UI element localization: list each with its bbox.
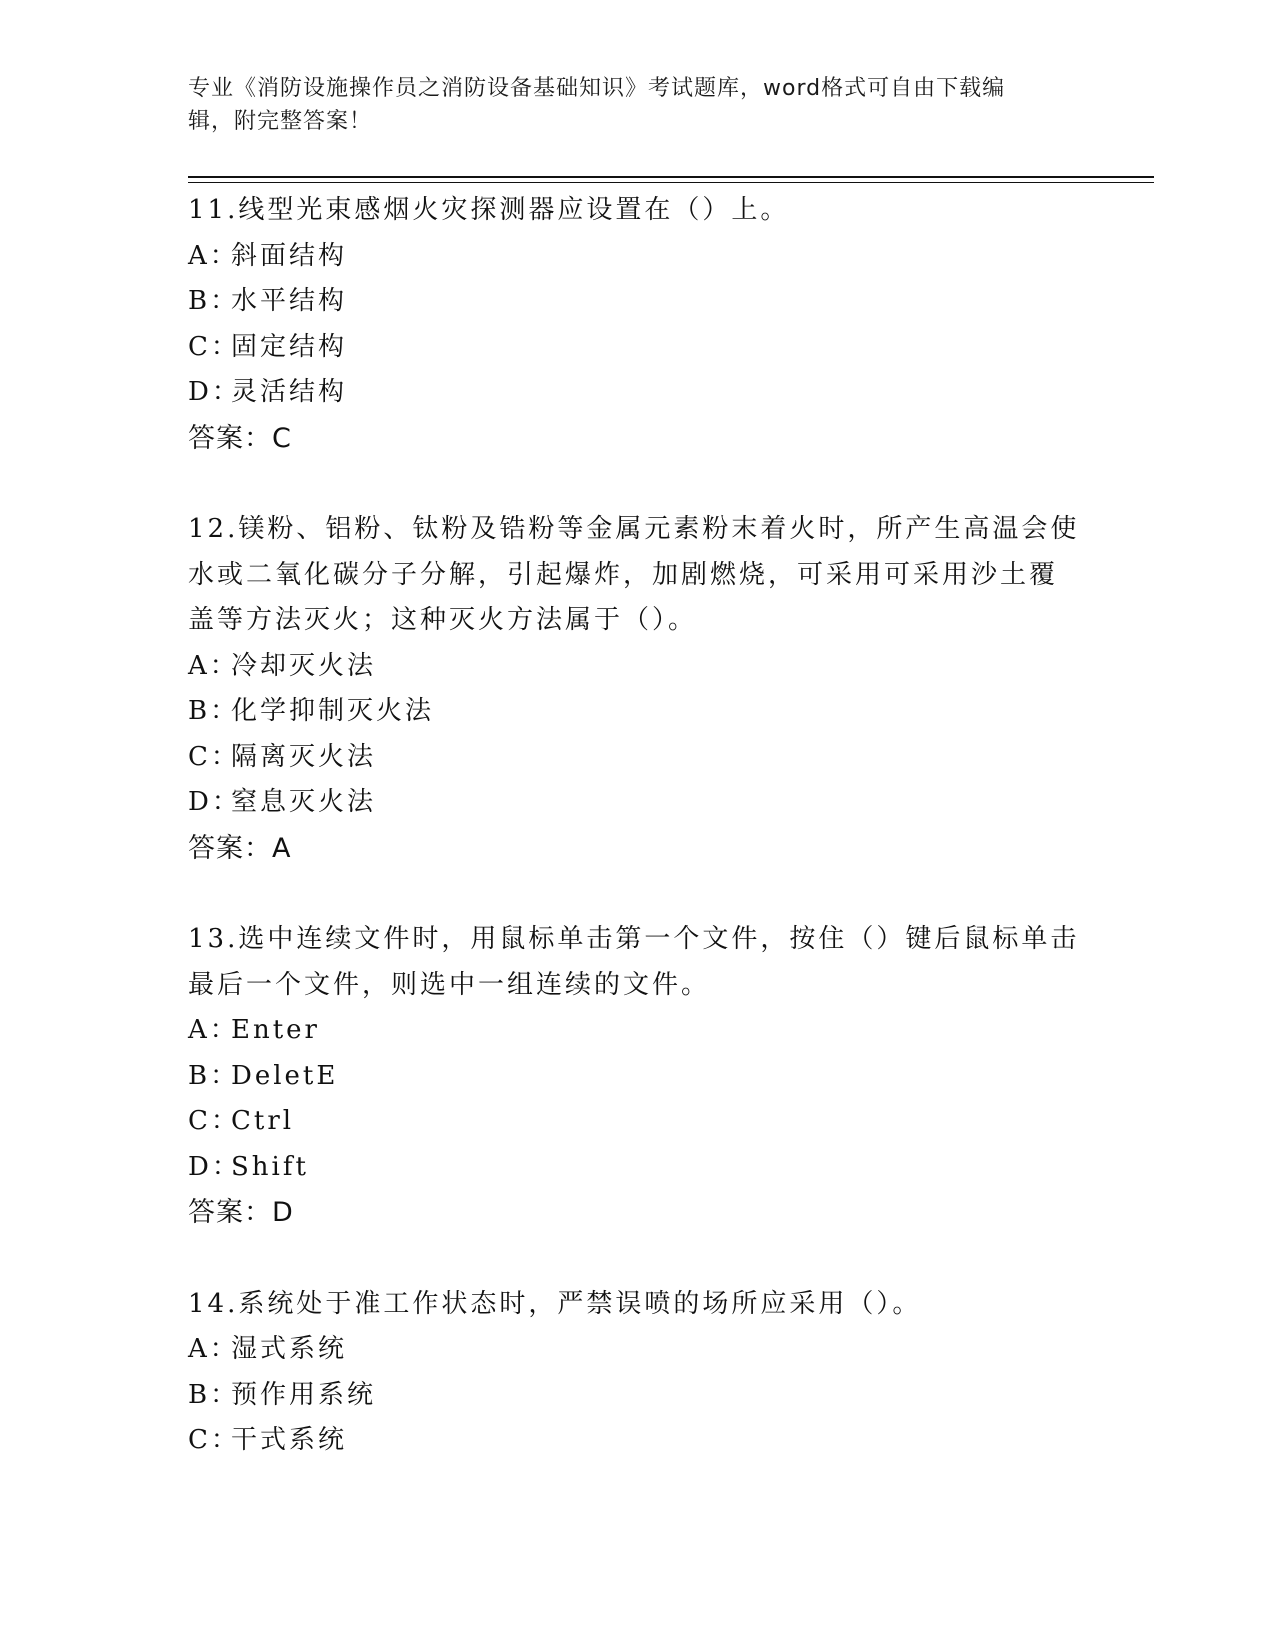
- option-text: 隔离灭火法: [231, 741, 377, 772]
- option-text: 水平结构: [231, 286, 348, 316]
- question-spacer: [188, 871, 1088, 917]
- option-b: [188, 1054, 1088, 1100]
- document-header: [188, 72, 1088, 138]
- header-divider-thick: [188, 176, 1154, 178]
- option-text: Enter: [231, 1015, 320, 1045]
- option-key: B：: [188, 1379, 240, 1410]
- option-c: [188, 735, 1088, 781]
- option-d: [188, 370, 1088, 416]
- option-d: [188, 780, 1088, 826]
- question-text: 最后一个文件，则选中一组连续的文件。: [188, 969, 711, 1000]
- option-key: D：: [188, 787, 241, 817]
- option-b: [188, 689, 1088, 735]
- question-text: 11.线型光束感烟火灾探测器应设置在（）上。: [188, 195, 790, 225]
- answer: 答案：C: [188, 422, 292, 454]
- question-text: 盖等方法灭火；这种灭火方法属于（）。: [188, 605, 698, 635]
- option-key: A：: [188, 1015, 239, 1045]
- question-13: [188, 917, 1088, 1236]
- option-key: B：: [188, 696, 240, 726]
- option-text: Ctrl: [231, 1106, 295, 1136]
- option-key: C：: [188, 741, 240, 772]
- question-text: 14.系统处于准工作状态时，严禁误喷的场所应采用（）。: [188, 1288, 922, 1319]
- option-text: 固定结构: [231, 331, 348, 362]
- option-d: [188, 1145, 1088, 1191]
- option-text: 干式系统: [231, 1425, 348, 1455]
- option-key: A：: [188, 1334, 239, 1364]
- option-text: 冷却灭火法: [231, 650, 377, 681]
- question-spacer: [188, 461, 1088, 507]
- option-text: 灵活结构: [231, 377, 348, 407]
- option-a: [188, 644, 1088, 690]
- option-key: D：: [188, 1151, 241, 1182]
- header-line-1: 专业《消防设施操作员之消防设备基础知识》考试题库，word格式可自由下载编: [188, 76, 1006, 101]
- option-text: DeletE: [231, 1060, 339, 1091]
- option-a: [188, 234, 1088, 280]
- option-key: C：: [188, 331, 240, 362]
- question-14: [188, 1282, 1088, 1464]
- option-key: A：: [188, 240, 239, 271]
- option-text: 窒息灭火法: [231, 787, 377, 817]
- option-key: C：: [188, 1106, 240, 1136]
- question-12: [188, 507, 1088, 871]
- option-a: [188, 1008, 1088, 1054]
- question-11: [188, 188, 1088, 461]
- question-list: [188, 188, 1088, 1464]
- option-text: 预作用系统: [231, 1379, 377, 1410]
- option-text: Shift: [231, 1151, 309, 1182]
- option-key: A：: [188, 650, 239, 681]
- question-text: 12.镁粉、铝粉、钛粉及锆粉等金属元素粉末着火时，所产生高温会使: [188, 514, 1080, 544]
- option-text: 斜面结构: [231, 240, 348, 271]
- header-divider-thin: [188, 182, 1154, 183]
- option-key: B：: [188, 286, 240, 316]
- question-text: 13.选中连续文件时，用鼠标单击第一个文件，按住（）键后鼠标单击: [188, 924, 1080, 954]
- option-text: 化学抑制灭火法: [231, 696, 435, 726]
- question-text: 水或二氧化碳分子分解，引起爆炸，加剧燃烧，可采用可采用沙土覆: [188, 559, 1059, 590]
- option-text: 湿式系统: [231, 1334, 348, 1364]
- option-c: [188, 1099, 1088, 1145]
- answer: 答案：A: [188, 832, 292, 864]
- option-key: C：: [188, 1425, 240, 1455]
- answer: 答案：D: [188, 1197, 294, 1228]
- option-c: [188, 325, 1088, 371]
- option-key: B：: [188, 1060, 240, 1091]
- option-a: [188, 1327, 1088, 1373]
- option-b: [188, 279, 1088, 325]
- header-line-2: 辑，附完整答案！: [188, 109, 373, 134]
- option-key: D：: [188, 377, 241, 407]
- question-spacer: [188, 1236, 1088, 1282]
- option-b: [188, 1373, 1088, 1419]
- option-c: [188, 1418, 1088, 1464]
